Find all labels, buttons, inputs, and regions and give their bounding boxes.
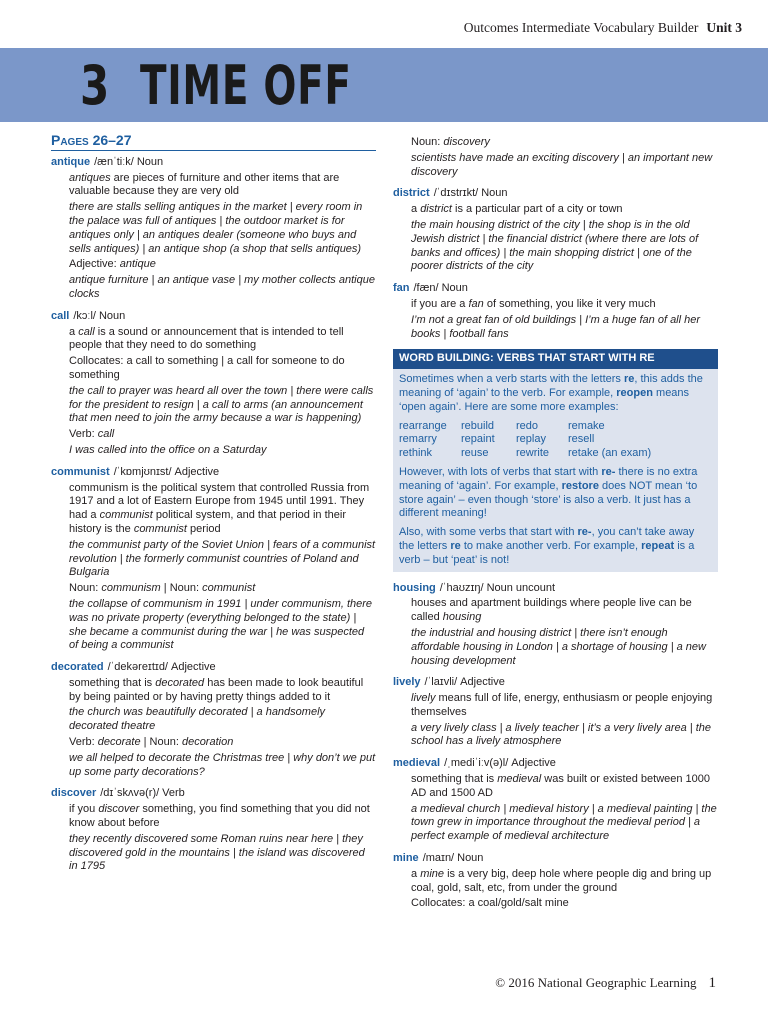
example-word: resell	[568, 433, 595, 446]
unit-banner	[0, 48, 768, 122]
examples: the collapse of communism in 1991 | under communism, there was no private property (everything belonged to the state) | she became a communist during the war | he was suspected of being a communist	[69, 597, 373, 652]
examples: the main housing district of the city | the shop is in the old Jewish district | the financial district (where there are lots of banks and offices) | the main shopping district | one of the poorer districts of the city	[411, 218, 699, 273]
definition: lively means full of life, energy, enthusiasm or people enjoying themselves	[411, 692, 713, 718]
examples: I was called into the office on a Saturday	[69, 443, 267, 456]
entry-communist	[51, 466, 376, 653]
entry-medieval	[393, 757, 718, 844]
part-of-speech: Noun	[457, 852, 484, 865]
examples: they recently discovered some Roman ruins near here | they discovered gold in the mountains | the island was discovered in 1795	[69, 832, 365, 873]
example-word: rethink	[399, 447, 433, 460]
pronunciation: /fæn/	[413, 282, 439, 295]
part-of-speech: Adjective	[174, 465, 220, 478]
word-building-paragraph: Also, with some verbs that start with re-, you can’t take away the letters re to make another verb. For example, repeat is a verb – but ‘peat’ is not!	[399, 526, 695, 566]
examples: a medieval church | medieval history | a medieval painting | the town grew in importance throughout the medieval period | a perfect example of medieval architecture	[411, 802, 717, 843]
unit-number: 3	[80, 54, 109, 117]
part-of-speech: Adjective	[460, 676, 505, 689]
definition: a mine is a very big, deep hole where people dig and bring up coal, gold, salt, etc, from under the ground	[411, 867, 712, 894]
related-form: Verb: decorate | Noun: decoration	[69, 736, 234, 749]
pronunciation: /dɪˈskʌvə(r)/	[100, 787, 160, 800]
definition: something that is medieval was built or existed between 1000 AD and 1500 AD	[411, 773, 711, 799]
examples: scientists have made an exciting discovery | an important new discovery	[411, 151, 713, 178]
example-word: remarry	[399, 433, 437, 446]
word-building-paragraph: Sometimes when a verb starts with the letters re, this adds the meaning of ‘again’ to the verb. For example, reopen means ‘open again’. Here are some more examples:	[399, 373, 703, 413]
example-word: repaint	[461, 433, 495, 446]
example-word: redo	[516, 419, 539, 432]
running-head	[464, 20, 742, 36]
example-word: rewrite	[516, 447, 550, 460]
pronunciation: /ˈhaʊzɪŋ/	[439, 581, 484, 594]
unit-label: Unit 3	[706, 20, 742, 35]
pronunciation: /maɪn/	[422, 852, 455, 865]
page-footer	[495, 975, 716, 992]
collocates: Collocates: a coal/gold/salt mine	[411, 897, 569, 910]
entry-discover	[51, 787, 376, 874]
part-of-speech: Adjective	[511, 757, 556, 770]
examples: the communist party of the Soviet Union | fears of a communist revolution | the formerly communist countries of Poland and Bulgaria	[69, 538, 376, 579]
pronunciation: /kɔːl/	[73, 309, 96, 322]
headword: antique	[51, 155, 91, 168]
examples: there are stalls selling antiques in the market | every room in the palace was full of antiques | the outdoor market is for antiques only | an antiques dealer (someone who buys and sells antiques) | an antique shop (a shop that sells antiques)	[69, 201, 363, 255]
headword: call	[51, 309, 70, 322]
example-word: rebuild	[461, 419, 495, 432]
part-of-speech: Noun	[136, 155, 164, 168]
entry-decorated	[51, 661, 376, 779]
part-of-speech: Adjective	[171, 661, 216, 674]
pronunciation: /ˈlaɪvli/	[424, 676, 458, 689]
related-form: Adjective: antique	[69, 258, 156, 271]
example-word: remake	[568, 419, 605, 432]
example-word: rearrange	[399, 419, 447, 432]
examples: a very lively class | a lively teacher | it’s a very lively area | the school has a lively atmosphere	[411, 721, 711, 748]
examples: I’m not a great fan of old buildings | I’m a huge fan of all her books | football fans	[411, 313, 701, 340]
copyright: © 2016 National Geographic Learning	[495, 975, 697, 990]
entry-antique	[51, 156, 376, 302]
left-column	[51, 134, 376, 882]
definition: antiques are pieces of furniture and other items that are valuable because they are very old	[69, 171, 340, 198]
headword: communist	[51, 465, 110, 478]
definition: if you discover something, you find something that you did not know about before	[69, 803, 370, 830]
part-of-speech: Noun	[441, 282, 468, 295]
examples: antique furniture | an antique vase | my mother collects antique clocks	[69, 274, 375, 300]
definition: if you are a fan of something, you like it very much	[411, 297, 656, 310]
pages-heading: Pages 26–27	[51, 134, 376, 151]
related-form: Noun: discovery	[411, 136, 490, 148]
example-word: reuse	[461, 447, 489, 460]
headword: mine	[393, 852, 419, 865]
headword: discover	[51, 787, 97, 800]
word-building-box	[393, 349, 718, 571]
definition: a district is a particular part of a city or town	[411, 203, 623, 216]
pronunciation: /ˈkɒmjʊnɪst/	[113, 465, 172, 478]
word-building-title: WORD BUILDING: VERBS THAT START WITH RE	[393, 349, 718, 369]
example-word: replay	[516, 433, 546, 446]
word-building-paragraph: However, with lots of verbs that start with re- there is no extra meaning of ‘again’. For example, restore does NOT mean ‘to store again’ – even though ‘store’ is also a verb. It just has a different meaning!	[399, 465, 698, 520]
page-number: 1	[708, 975, 716, 991]
pronunciation: /ˌmediˈiːv(ə)l/	[444, 757, 509, 770]
entry-discover-continued	[393, 136, 718, 179]
definition: a call is a sound or announcement that is intended to tell people that they need to do something	[69, 325, 344, 352]
definition: communism is the political system that controlled Russia from 1917 and a lot of Eastern Europe from 1945 until 1991. They had a communist political system, and that period in their history is the communist period	[69, 481, 370, 535]
headword: fan	[393, 282, 410, 295]
entry-lively	[393, 676, 718, 749]
headword: district	[393, 187, 430, 200]
entry-mine	[393, 852, 718, 911]
entry-fan	[393, 282, 718, 341]
headword: decorated	[51, 661, 104, 674]
entry-housing	[393, 582, 718, 669]
entry-call	[51, 310, 376, 458]
definition: something that is decorated has been made to look beautiful by being painted or by having pretty things added to it	[69, 676, 364, 703]
related-form: Verb: call	[69, 428, 115, 441]
pronunciation: /ˈdekəreɪtɪd/	[107, 661, 168, 674]
pronunciation: /ænˈtiːk/	[94, 155, 134, 168]
example-word: retake (an exam)	[568, 447, 652, 460]
headword: housing	[393, 581, 436, 594]
part-of-speech: Noun	[98, 309, 126, 322]
examples: the call to prayer was heard all over the town | there were calls for the president to resign | a call to arms (an announcement that men need to join the army because a war is happening)	[69, 384, 374, 425]
examples: the church was beautifully decorated | a handsomely decorated theatre	[69, 706, 326, 733]
part-of-speech: Verb	[162, 787, 185, 800]
examples: we all helped to decorate the Christmas tree | why don’t we put up some party decorations?	[69, 751, 376, 778]
headword: lively	[393, 676, 421, 689]
headword: medieval	[393, 757, 441, 770]
part-of-speech: Noun	[481, 187, 508, 200]
right-column	[393, 134, 718, 919]
entry-district	[393, 187, 718, 274]
word-building-examples	[393, 420, 718, 461]
related-form: Noun: communism | Noun: communist	[69, 582, 256, 595]
unit-title: TIME OFF	[140, 54, 352, 117]
book-title: Outcomes Intermediate Vocabulary Builder	[463, 20, 699, 35]
examples: the industrial and housing district | there isn’t enough affordable housing in London | a shortage of housing | a new housing development	[411, 626, 706, 667]
collocates: Collocates: a call to something | a call for someone to do something	[69, 355, 345, 381]
part-of-speech: Noun uncount	[486, 581, 556, 594]
definition: houses and apartment buildings where people live can be called housing	[411, 597, 692, 624]
pronunciation: /ˈdɪstrɪkt/	[433, 187, 479, 200]
